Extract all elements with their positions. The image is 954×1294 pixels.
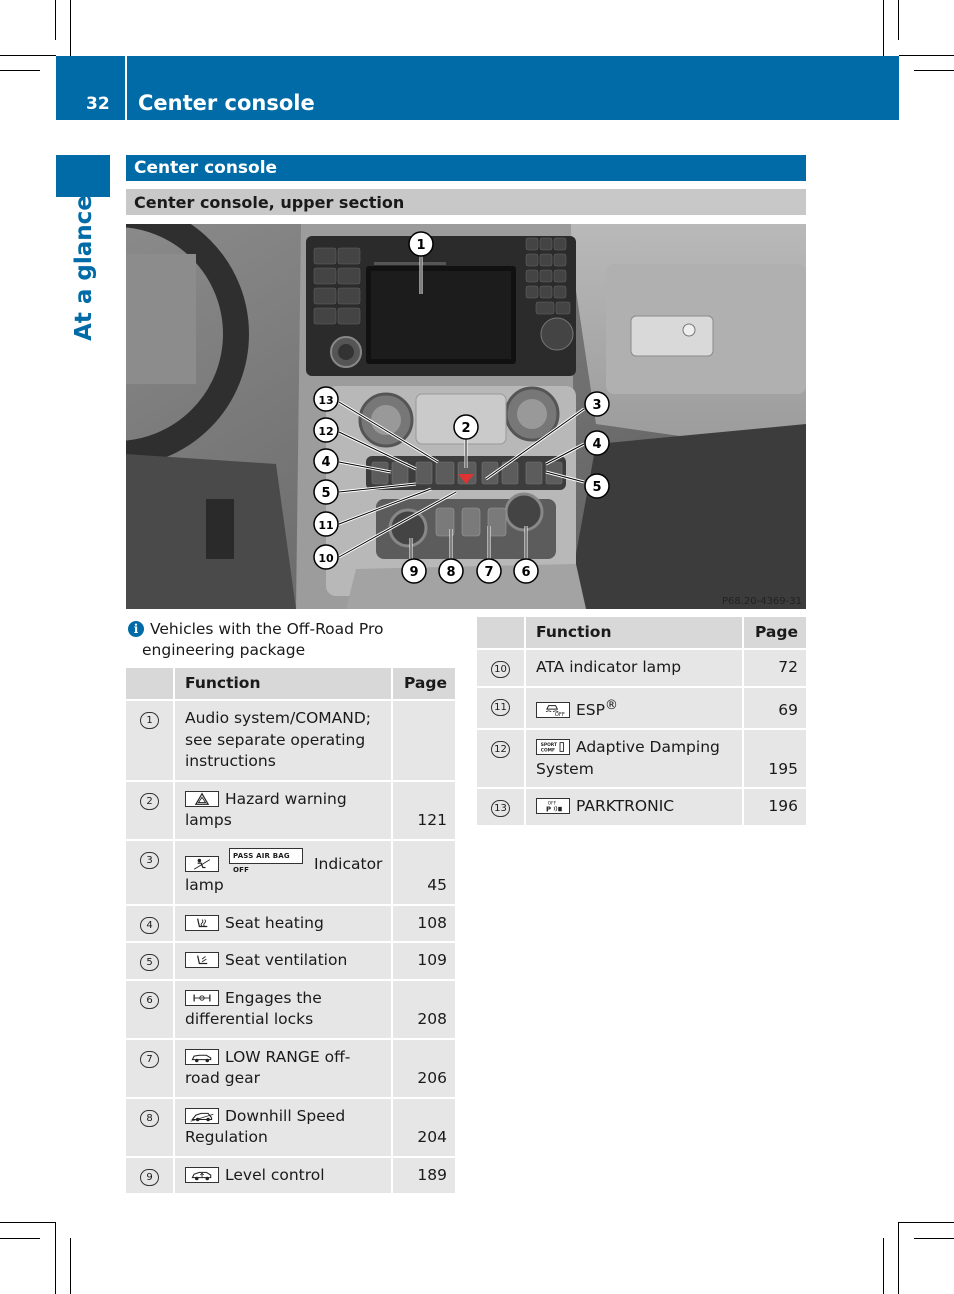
row-page: 208	[392, 980, 455, 1039]
callout-label: 12	[318, 425, 334, 438]
callout-9	[402, 559, 426, 583]
seat-heating-icon	[185, 915, 219, 931]
callout-3	[585, 392, 609, 416]
table-row	[126, 1039, 455, 1098]
callout-2	[454, 415, 478, 439]
crop-mark	[898, 0, 899, 40]
callout-4-left	[314, 449, 338, 473]
table-row	[126, 1098, 455, 1157]
item-number-badge: 9	[140, 1169, 159, 1186]
callout-label: 3	[592, 398, 602, 413]
crop-mark	[914, 1238, 954, 1239]
row-function	[525, 649, 743, 687]
table-row	[126, 700, 455, 781]
item-number-badge: 2	[140, 793, 159, 810]
header-page: Page	[743, 617, 806, 649]
callout-label: 7	[484, 565, 494, 580]
row-function	[174, 781, 392, 840]
page-title: Center console	[138, 91, 315, 115]
callout-label: 5	[321, 486, 331, 501]
item-number-badge: 10	[491, 661, 510, 678]
parktronic-off-icon	[536, 798, 570, 814]
item-number-badge: 4	[140, 917, 159, 934]
crop-mark	[883, 0, 884, 56]
header-function: Function	[525, 617, 743, 649]
callout-10	[314, 545, 338, 569]
row-page: 195	[743, 729, 806, 788]
table-row	[477, 729, 806, 788]
callout-13	[314, 387, 338, 411]
item-number-badge: 12	[491, 741, 510, 758]
registered-mark: ®	[604, 697, 618, 713]
chapter-label: At a glance	[71, 195, 97, 341]
svg-text:COMF: COMF	[540, 748, 555, 754]
row-text: PARKTRONIC	[576, 797, 675, 816]
chapter-tab-marker	[56, 155, 110, 197]
callout-label: 8	[446, 565, 456, 580]
item-number-badge: 8	[140, 1110, 159, 1127]
row-function	[525, 788, 743, 826]
adaptive-damping-icon	[536, 739, 570, 755]
row-number	[126, 700, 174, 781]
header-page: Page	[392, 668, 455, 700]
low-range-icon	[185, 1049, 219, 1065]
callout-5-right	[585, 474, 609, 498]
differential-lock-icon	[185, 990, 219, 1006]
callout-12	[314, 418, 338, 442]
crop-mark	[0, 55, 56, 56]
dsr-icon	[185, 1108, 219, 1124]
callout-label: 4	[321, 455, 331, 470]
crop-mark	[899, 55, 954, 56]
row-text: LOW RANGE off-road gear	[185, 1047, 351, 1087]
header-divider	[125, 56, 127, 120]
row-page: 206	[392, 1039, 455, 1098]
row-text: Indicator lamp	[185, 854, 383, 894]
header-function: Function	[174, 668, 392, 700]
subsection-heading: Center console, upper section	[126, 189, 806, 215]
callout-label: 11	[318, 519, 334, 532]
row-function	[525, 729, 743, 788]
table-row	[126, 905, 455, 943]
callout-label: 4	[592, 437, 602, 452]
seat-ventilation-icon	[185, 952, 219, 968]
callout-label: 13	[318, 394, 334, 407]
table-row	[126, 781, 455, 840]
row-page	[392, 700, 455, 781]
table-header-row	[126, 668, 455, 700]
row-number	[126, 1098, 174, 1157]
table-row	[126, 840, 455, 905]
pass-air-bag-off-badge: PASS AIR BAG OFF	[229, 848, 303, 864]
callout-6	[514, 559, 538, 583]
row-text: Audio system/COMAND; see separate operating instructions	[185, 709, 371, 770]
table-row	[126, 942, 455, 980]
callout-label: 6	[521, 565, 531, 580]
callout-1	[409, 232, 433, 256]
row-function	[174, 980, 392, 1039]
row-number	[126, 905, 174, 943]
item-number-badge: 11	[491, 699, 510, 716]
crop-mark	[70, 0, 71, 56]
row-number	[477, 649, 525, 687]
callout-5-left	[314, 480, 338, 504]
row-number	[477, 788, 525, 826]
center-console-photo	[126, 224, 806, 609]
row-number	[126, 781, 174, 840]
row-page: 196	[743, 788, 806, 826]
item-number-badge: 6	[140, 992, 159, 1009]
callout-4-right	[585, 431, 609, 455]
row-text: Hazard warning lamps	[185, 789, 347, 829]
svg-text:P: P	[546, 805, 552, 814]
callout-11	[314, 512, 338, 536]
row-function	[174, 942, 392, 980]
level-control-icon	[185, 1167, 219, 1183]
crop-mark	[899, 1222, 954, 1223]
row-number	[126, 942, 174, 980]
row-number	[126, 1039, 174, 1098]
center-console-illustration	[126, 224, 806, 609]
row-text: Seat ventilation	[225, 951, 348, 969]
crop-mark	[55, 1222, 56, 1294]
row-page: 121	[392, 781, 455, 840]
row-number	[126, 840, 174, 905]
callout-label: 1	[416, 238, 426, 253]
item-number-badge: 1	[140, 712, 159, 729]
crop-mark	[70, 1238, 71, 1294]
row-text: ESP	[576, 700, 605, 719]
svg-text:SPORT: SPORT	[540, 743, 557, 749]
row-function	[174, 1157, 392, 1195]
crop-mark	[883, 1238, 884, 1294]
row-text: ATA indicator lamp	[536, 658, 682, 676]
row-function	[174, 700, 392, 781]
row-number	[126, 980, 174, 1039]
page-header	[56, 56, 899, 120]
row-page: 45	[392, 840, 455, 905]
crop-mark	[898, 1222, 899, 1294]
row-function	[174, 905, 392, 943]
table-row	[477, 649, 806, 687]
row-text: Adaptive Damping System	[536, 738, 720, 778]
item-number-badge: 5	[140, 954, 159, 971]
item-number-badge: 13	[491, 800, 510, 817]
row-page: 204	[392, 1098, 455, 1157]
callout-7	[477, 559, 501, 583]
function-table-left	[126, 668, 455, 1195]
info-icon: i	[128, 621, 144, 637]
callout-label: 2	[461, 421, 471, 436]
callout-label: 10	[318, 552, 334, 565]
crop-mark	[0, 70, 40, 71]
item-number-badge: 3	[140, 852, 159, 869]
table-row	[477, 788, 806, 826]
page-number: 32	[86, 94, 110, 114]
row-text: Seat heating	[225, 913, 324, 932]
row-number	[126, 1157, 174, 1195]
row-page: 72	[743, 649, 806, 687]
row-text: Level control	[225, 1165, 325, 1184]
table-row	[477, 687, 806, 730]
section-heading: Center console	[126, 155, 806, 181]
header-num-cell	[126, 668, 174, 700]
header-num-cell	[477, 617, 525, 649]
row-page: 109	[392, 942, 455, 980]
airbag-off-icon	[185, 856, 219, 872]
row-text: Downhill Speed Regulation	[185, 1106, 346, 1146]
item-number-badge: 7	[140, 1051, 159, 1068]
crop-mark	[0, 1238, 40, 1239]
table-header-row	[477, 617, 806, 649]
info-note	[128, 619, 448, 661]
callout-8	[439, 559, 463, 583]
row-page: 69	[743, 687, 806, 730]
photo-reference: P68.20-4369-31	[721, 596, 802, 607]
info-note-line2: engineering package	[142, 641, 306, 659]
crop-mark	[55, 0, 56, 40]
callout-label: 9	[409, 565, 419, 580]
row-number	[477, 687, 525, 730]
row-page: 189	[392, 1157, 455, 1195]
svg-text:OFF: OFF	[547, 801, 557, 807]
table-row	[126, 1157, 455, 1195]
crop-mark	[0, 1222, 56, 1223]
row-function	[174, 1039, 392, 1098]
row-number	[477, 729, 525, 788]
esp-off-icon	[536, 702, 570, 718]
row-function	[525, 687, 743, 730]
function-table-right	[477, 617, 806, 827]
table-row	[126, 980, 455, 1039]
row-function	[174, 1098, 392, 1157]
row-text: Engages the differential locks	[185, 988, 322, 1028]
crop-mark	[914, 70, 954, 71]
row-function	[174, 840, 392, 905]
hazard-triangle-icon	[185, 791, 219, 807]
callout-label: 5	[592, 480, 602, 495]
row-page: 108	[392, 905, 455, 943]
svg-text:OFF: OFF	[554, 711, 565, 717]
info-note-line1: Vehicles with the Off-Road Pro	[150, 620, 384, 638]
